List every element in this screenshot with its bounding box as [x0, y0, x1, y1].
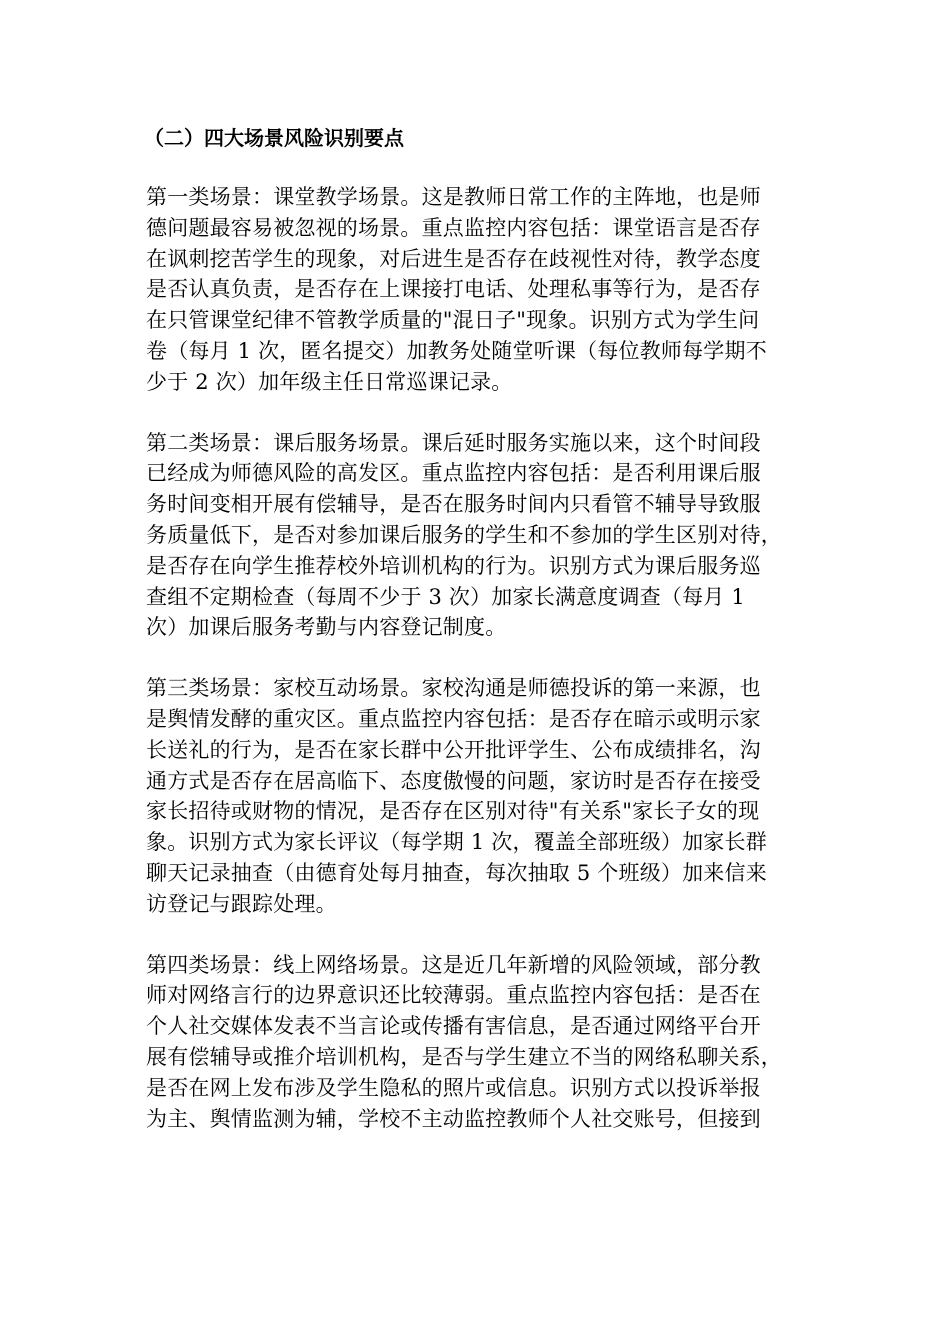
paragraph [146, 950, 800, 1135]
text-line: 访登记与跟踪处理。 [146, 891, 337, 916]
text-line: 家长招待或财物的情况，是否存在区别对待"有关系"家长子女的现 [146, 799, 760, 824]
text-line: 卷（每月 1 次，匿名提交）加教务处随堂听课（每位教师每学期不 [146, 338, 767, 363]
text-line: 是舆情发酵的重灾区。重点监控内容包括：是否存在暗示或明示家 [146, 706, 761, 731]
text-line: 个人社交媒体发表不当言论或传播有害信息，是否通过网络平台开 [146, 1014, 761, 1039]
text-line: 查组不定期检查（每周不少于 3 次）加家长满意度调查（每月 1 [146, 584, 745, 609]
text-line: 师对网络言行的边界意识还比较薄弱。重点监控内容包括：是否在 [146, 983, 761, 1008]
text-line: 第一类场景：课堂教学场景。这是教师日常工作的主阵地，也是师 [146, 185, 761, 209]
paragraph [146, 428, 800, 644]
paragraph-list [146, 182, 800, 1134]
text-line: 已经成为师德风险的高发区。重点监控内容包括：是否利用课后服 [146, 461, 761, 486]
paragraph [146, 673, 800, 919]
text-line: 在讽刺挖苦学生的现象，对后进生是否存在歧视性对待，教学态度 [146, 246, 761, 271]
text-line: 长送礼的行为，是否在家长群中公开批评学生、公布成绩排名，沟 [146, 737, 761, 762]
text-line: 象。识别方式为家长评议（每学期 1 次，覆盖全部班级）加家长群 [146, 830, 767, 855]
document-page [146, 121, 800, 1164]
text-line: 是否认真负责，是否存在上课接打电话、处理私事等行为，是否存 [146, 277, 761, 302]
text-line: 第二类场景：课后服务场景。课后延时服务实施以来，这个时间段 [146, 430, 761, 455]
text-line: 务质量低下，是否对参加课后服务的学生和不参加的学生区别对待， [146, 522, 782, 547]
text-line: 展有偿辅导或推介培训机构，是否与学生建立不当的网络私聊关系， [146, 1044, 782, 1069]
text-line: 通方式是否存在居高临下、态度傲慢的问题，家访时是否存在接受 [146, 768, 761, 793]
text-line: 第四类场景：线上网络场景。这是近几年新增的风险领域，部分教 [146, 952, 761, 977]
text-line: 聊天记录抽查（由德育处每月抽查，每次抽取 5 个班级）加来信来 [146, 860, 767, 885]
text-line: 在只管课堂纪律不管教学质量的"混日子"现象。识别方式为学生问 [146, 308, 760, 333]
text-line: 务时间变相开展有偿辅导，是否在服务时间内只看管不辅导导致服 [146, 492, 761, 517]
text-line: 是否存在向学生推荐校外培训机构的行为。识别方式为课后服务巡 [146, 553, 761, 578]
text-line: 是否在网上发布涉及学生隐私的照片或信息。识别方式以投诉举报 [146, 1075, 761, 1100]
section-heading: （二）四大场景风险识别要点 [144, 126, 404, 150]
text-line: 第三类场景：家校互动场景。家校沟通是师德投诉的第一来源，也 [146, 676, 761, 701]
text-line: 德问题最容易被忽视的场景。重点监控内容包括：课堂语言是否存 [146, 215, 761, 240]
text-line: 少于 2 次）加年级主任日常巡课记录。 [146, 369, 513, 394]
text-line: 次）加课后服务考勤与内容登记制度。 [146, 615, 507, 640]
text-line: 为主、舆情监测为辅，学校不主动监控教师个人社交账号，但接到 [146, 1106, 761, 1131]
paragraph [146, 182, 800, 398]
